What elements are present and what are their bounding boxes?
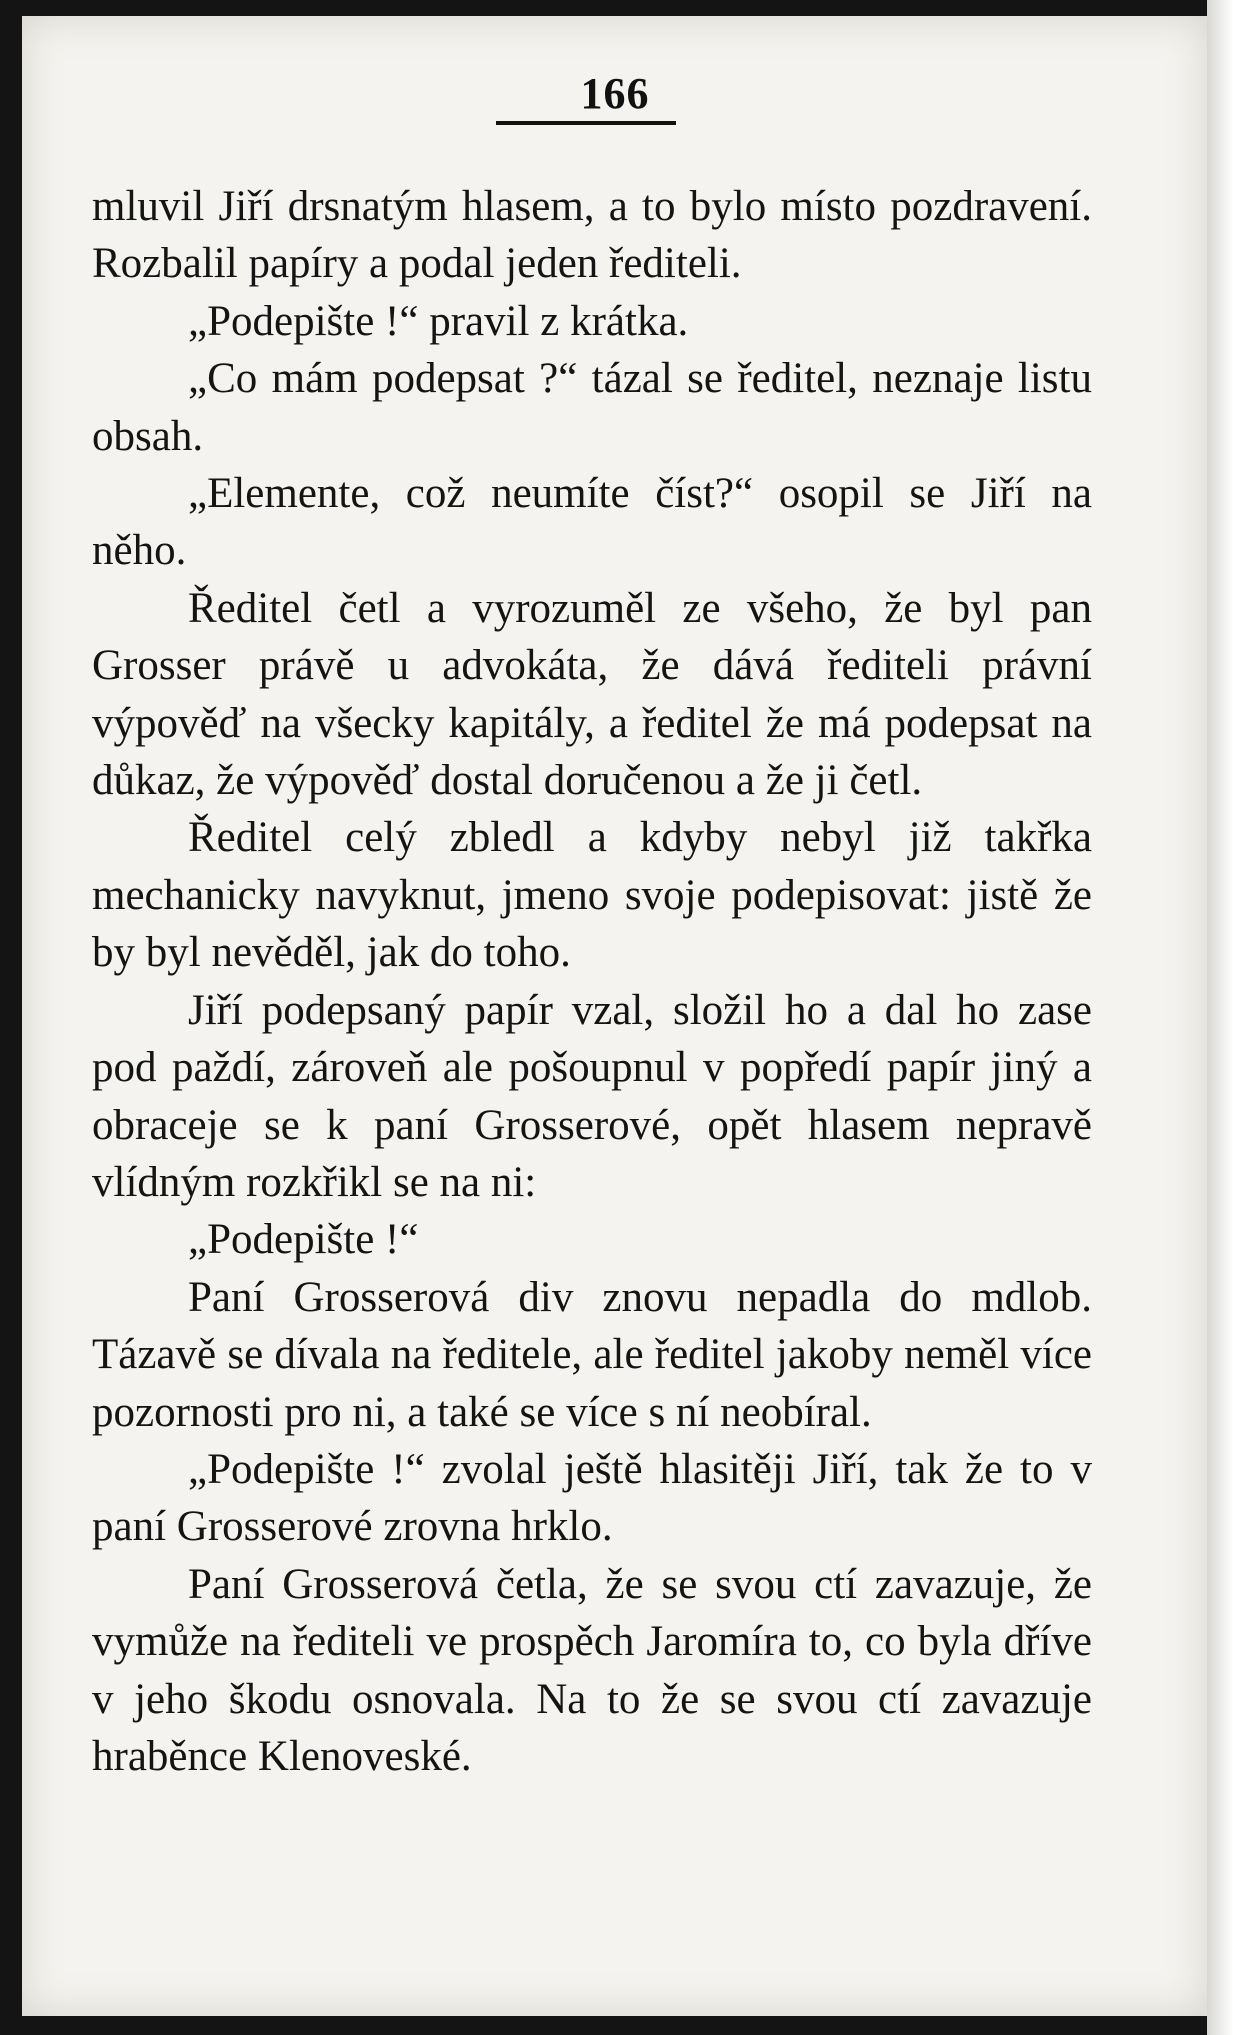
paragraph: Ředitel četl a vyrozuměl ze všeho, že byl pan Grosser právě u advokáta, že dává řediteli právní výpověď na všecky kapitály, a ředitel že má podepsat na důkaz, že výpověď dostal doručenou a že ji četl. xyxy=(92,584,1092,805)
paragraph: Jiří podepsaný papír vzal, složil ho a dal ho zase pod paždí, zároveň ale pošoupnul v popředí papír jiný a obraceje se k paní Grosserové, opět hlasem nepravě vlídným rozkřikl se na ni: xyxy=(92,986,1092,1206)
paragraph: „Elemente, což neumíte číst?“ osopil se Jiří na něho. xyxy=(92,470,1092,575)
paragraph: „Podepište !“ pravil z krátka. xyxy=(188,297,689,345)
page-number: 166 xyxy=(580,69,650,118)
paragraph: „Podepište !“ zvolal ještě hlasitěji Jiří, tak že to v paní Grosserové zrovna hrklo. xyxy=(92,1445,1092,1551)
paragraph: „Co mám podepsat ?“ tázal se ředitel, neznaje listu obsah. xyxy=(92,355,1092,460)
book-page xyxy=(22,16,1208,2016)
page-edge xyxy=(1207,0,1233,2035)
paragraph: Paní Grosserová četla, že se svou ctí zavazuje, že vymůže na řediteli ve prospěch Jaromíra to, co byla dříve v jeho škodu osnovala. Na to že se svou ctí zavazuje hraběnce Klenoveské. xyxy=(92,1560,1092,1780)
body-text xyxy=(92,178,1092,1785)
paragraph: Paní Grosserová div znovu nepadla do mdlob. Tázavě se dívala na ředitele, ale ředitel jakoby neměl více pozornosti pro ni, a také se více s ní neobíral. xyxy=(92,1273,1092,1436)
paragraph: mluvil Jiří drsnatým hlasem, a to bylo místo pozdravení. Rozbalil papíry a podal jeden řediteli. xyxy=(92,183,1092,288)
page-number-rule xyxy=(496,121,676,125)
paragraph: Ředitel celý zbledl a kdyby nebyl již takřka mechanicky navyknut, jmeno svoje podepisovat: jistě že by byl nevěděl, jak do toho. xyxy=(92,814,1092,977)
paragraph: „Podepište !“ xyxy=(188,1216,419,1264)
